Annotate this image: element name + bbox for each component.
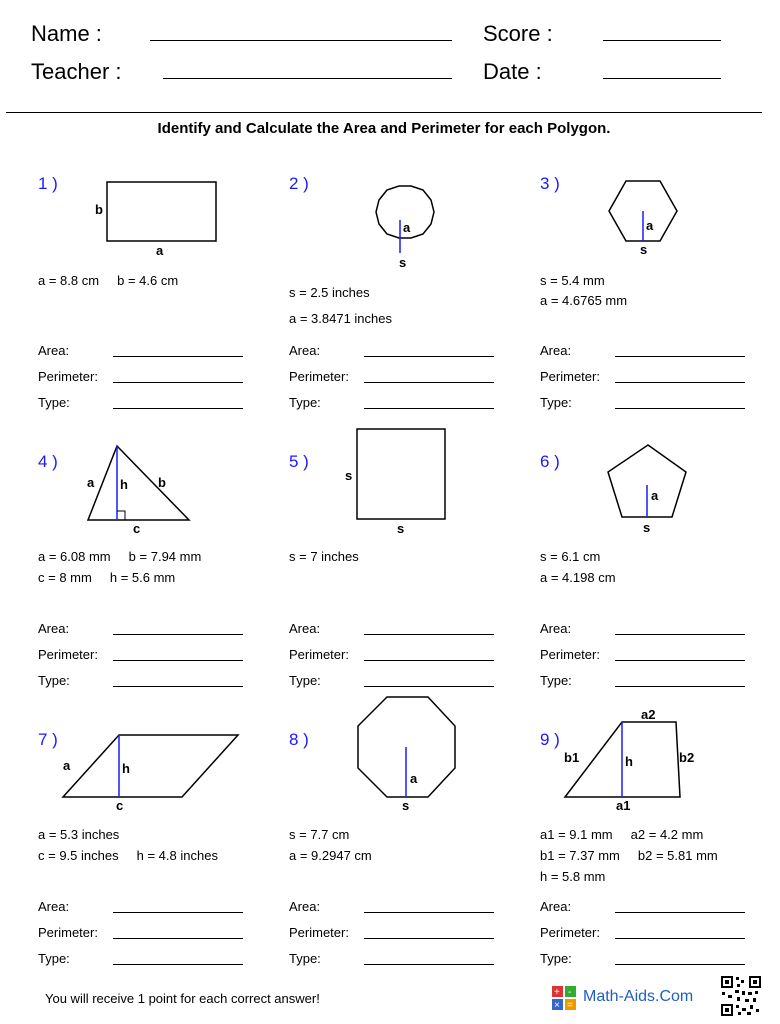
given-values: s = 2.5 inches (289, 285, 370, 300)
side-label-a: a (63, 758, 71, 773)
height-label: h (625, 754, 633, 769)
problem-number: 9 ) (540, 730, 560, 749)
octagon-figure (289, 730, 529, 820)
teacher-label: Teacher : (31, 59, 122, 84)
area-answer-field[interactable] (113, 912, 243, 913)
perimeter-label: Perimeter: (38, 925, 98, 940)
perimeter-label: Perimeter: (38, 647, 98, 662)
pentagon-figure (540, 452, 780, 542)
given-values: a = 8.8 cm b = 4.6 cm (38, 273, 179, 288)
area-label: Area: (540, 621, 572, 636)
svg-text:+: + (554, 987, 560, 998)
parallelogram-figure (38, 730, 278, 820)
area-label: Area: (540, 343, 572, 358)
problem-number: 1 ) (38, 174, 58, 193)
type-label: Type: (38, 951, 70, 966)
perimeter-answer-field[interactable] (113, 938, 243, 939)
side-label-a: a (87, 475, 95, 490)
problem-6 (540, 452, 780, 722)
problem-number: 4 ) (38, 452, 58, 471)
perimeter-answer-field[interactable] (364, 382, 494, 383)
perimeter-label: Perimeter: (38, 369, 98, 384)
area-label: Area: (289, 899, 321, 914)
area-answer-field[interactable] (113, 356, 243, 357)
given-values: c = 9.5 inches h = 4.8 inches (38, 848, 218, 863)
score-field[interactable] (603, 40, 721, 41)
given-values: a = 6.08 mm b = 7.94 mm (38, 549, 202, 564)
name-label: Name : (31, 21, 102, 46)
perimeter-label: Perimeter: (289, 369, 349, 384)
height-label: h (120, 477, 128, 492)
problem-number: 5 ) (289, 452, 309, 471)
area-label: Area: (289, 343, 321, 358)
type-answer-field[interactable] (615, 964, 745, 965)
score-label: Score : (483, 21, 553, 46)
area-label: Area: (38, 343, 70, 358)
perimeter-answer-field[interactable] (364, 660, 494, 661)
svg-text:×: × (554, 1000, 560, 1011)
area-answer-field[interactable] (364, 912, 494, 913)
date-field[interactable] (603, 78, 721, 79)
perimeter-label: Perimeter: (540, 925, 600, 940)
teacher-field[interactable] (163, 78, 452, 79)
perimeter-answer-field[interactable] (615, 382, 745, 383)
type-label: Type: (38, 673, 70, 688)
type-label: Type: (289, 673, 321, 688)
area-label: Area: (540, 899, 572, 914)
triangle-figure (38, 452, 278, 542)
area-answer-field[interactable] (615, 356, 745, 357)
type-answer-field[interactable] (364, 408, 494, 409)
side-label-a: a (156, 243, 164, 258)
hexagon-figure (540, 174, 780, 264)
side-label: s (643, 520, 651, 535)
given-values: a = 4.6765 mm (540, 293, 628, 308)
area-answer-field[interactable] (615, 912, 745, 913)
name-field[interactable] (150, 40, 452, 41)
type-label: Type: (38, 395, 70, 410)
trapezoid-figure (540, 707, 780, 820)
apothem-label: a (651, 488, 659, 503)
height-label: h (122, 761, 130, 776)
type-answer-field[interactable] (113, 408, 243, 409)
apothem-label: a (646, 218, 654, 233)
problem-9 (540, 707, 780, 1000)
side-label: s (402, 798, 410, 813)
svg-text:=: = (567, 1000, 573, 1011)
calculator-logo-icon (552, 986, 578, 1010)
perimeter-label: Perimeter: (289, 925, 349, 940)
perimeter-answer-field[interactable] (113, 660, 243, 661)
given-values: a = 9.2947 cm (289, 848, 372, 863)
square-figure (289, 452, 529, 542)
problem-1 (38, 174, 278, 444)
footer-note: You will receive 1 point for each correct answer! (45, 991, 320, 1006)
problem-number: 2 ) (289, 174, 309, 193)
side-label: s (399, 255, 407, 270)
problem-number: 3 ) (540, 174, 560, 193)
side-label: s (640, 242, 648, 257)
apothem-label: a (403, 220, 411, 235)
side-label-bottom: s (397, 521, 405, 536)
type-answer-field[interactable] (615, 408, 745, 409)
perimeter-answer-field[interactable] (615, 660, 745, 661)
rectangle-figure (38, 174, 278, 264)
perimeter-label: Perimeter: (540, 369, 600, 384)
side-label-b1: b1 (564, 750, 580, 765)
type-label: Type: (540, 951, 572, 966)
given-values: h = 5.8 mm (540, 869, 606, 884)
worksheet-title: Identify and Calculate the Area and Perimeter for each Polygon. (157, 120, 611, 137)
type-label: Type: (289, 395, 321, 410)
problem-3 (540, 174, 780, 444)
problem-8 (289, 730, 529, 1000)
problem-number: 8 ) (289, 730, 309, 749)
type-label: Type: (540, 673, 572, 688)
perimeter-label: Perimeter: (289, 647, 349, 662)
type-answer-field[interactable] (113, 686, 243, 687)
given-values: s = 7.7 cm (289, 827, 350, 842)
given-values: a1 = 9.1 mm a2 = 4.2 mm (540, 827, 704, 842)
perimeter-answer-field[interactable] (113, 382, 243, 383)
qr-code-icon (720, 975, 762, 1017)
given-values: a = 3.8471 inches (289, 311, 392, 326)
side-label-c: c (116, 798, 124, 813)
apothem-label: a (410, 771, 418, 786)
type-answer-field[interactable] (615, 686, 745, 687)
given-values: s = 6.1 cm (540, 549, 601, 564)
problem-4 (38, 452, 278, 722)
side-label-b2: b2 (679, 750, 695, 765)
type-label: Type: (540, 395, 572, 410)
decagon-figure (289, 174, 529, 274)
side-label-b: b (95, 202, 103, 217)
problem-number: 6 ) (540, 452, 560, 471)
side-label-a2: a2 (641, 707, 656, 722)
area-answer-field[interactable] (364, 356, 494, 357)
side-label-b: b (158, 475, 166, 490)
problem-number: 7 ) (38, 730, 58, 749)
given-values: c = 8 mm h = 5.6 mm (38, 570, 176, 585)
type-answer-field[interactable] (364, 964, 494, 965)
type-answer-field[interactable] (364, 686, 494, 687)
type-label: Type: (289, 951, 321, 966)
given-values: b1 = 7.37 mm b2 = 5.81 mm (540, 848, 718, 863)
side-label-c: c (133, 521, 141, 536)
area-label: Area: (38, 899, 70, 914)
header-divider (6, 112, 762, 113)
side-label-a1: a1 (616, 798, 631, 813)
perimeter-answer-field[interactable] (615, 938, 745, 939)
given-values: a = 5.3 inches (38, 827, 120, 842)
date-label: Date : (483, 59, 542, 84)
given-values: a = 4.198 cm (540, 570, 616, 585)
area-answer-field[interactable] (113, 634, 243, 635)
problem-2 (289, 174, 529, 444)
problem-7 (38, 730, 278, 1000)
side-label-left: s (345, 468, 353, 483)
perimeter-answer-field[interactable] (364, 938, 494, 939)
area-answer-field[interactable] (615, 634, 745, 635)
area-label: Area: (38, 621, 70, 636)
given-values: s = 7 inches (289, 549, 359, 564)
area-label: Area: (289, 621, 321, 636)
perimeter-label: Perimeter: (540, 647, 600, 662)
area-answer-field[interactable] (364, 634, 494, 635)
brand-link[interactable]: Math-Aids.Com (583, 988, 694, 1005)
problem-5 (289, 452, 529, 722)
given-values: s = 5.4 mm (540, 273, 605, 288)
type-answer-field[interactable] (113, 964, 243, 965)
svg-text:-: - (568, 987, 572, 998)
